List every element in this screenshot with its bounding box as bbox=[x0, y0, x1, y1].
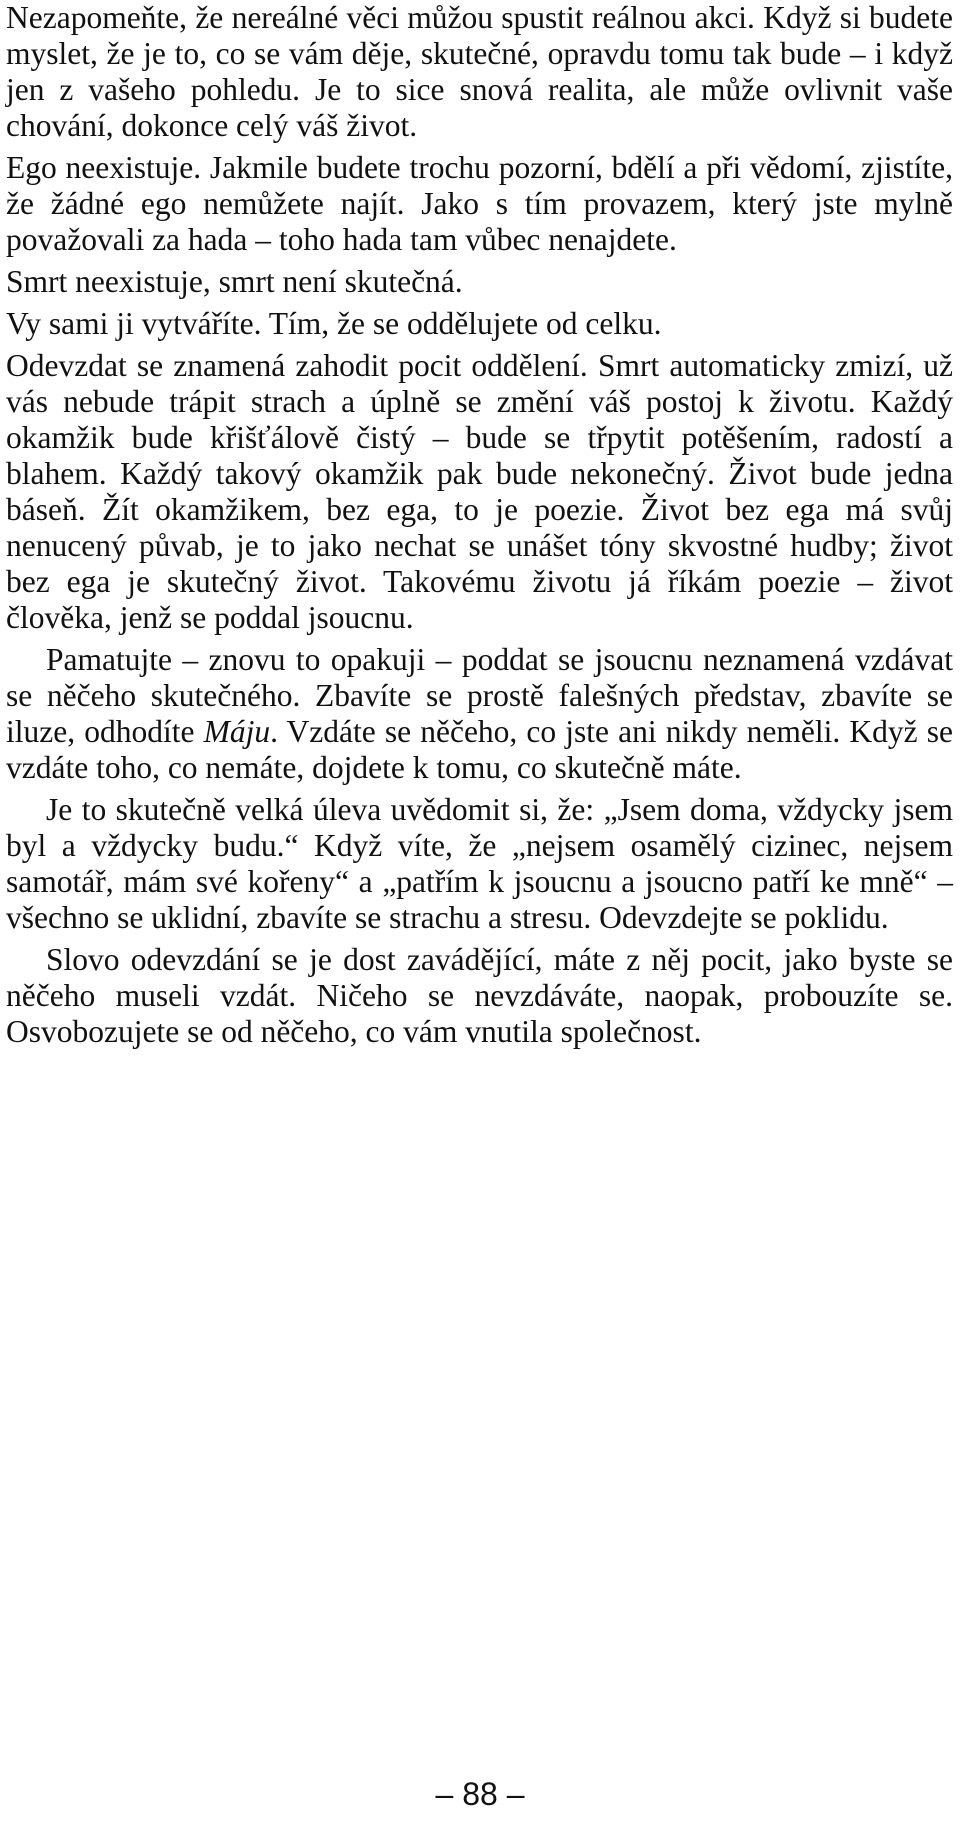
page-body bbox=[6, 0, 953, 1050]
paragraph-home: Je to skutečně velká úleva uvědomit si, že: „Jsem doma, vždycky jsem byl a vždycky budu.“ Když víte, že „nejsem osamělý cizinec, nejsem samotář, mám své kořeny“ a „patřím k jsoucnu a jsoucno patří ke mně“ – všechno se uklidní, zbavíte se strachu a stresu. Odevzdejte se poklidu. bbox=[6, 792, 953, 935]
paragraph-ego: Ego neexistuje. Jakmile budete trochu pozorní, bdělí a při vědomí, zjistíte, že žádné ego nemůžete najít. Jako s tím provazem, který jste mylně považovali za hada – toho hada tam vůbec nenajdete. bbox=[6, 150, 953, 257]
paragraph-maja-before: Pamatujte – znovu to opakuji – poddat se jsoucnu neznamená vzdávat se něčeho skutečného. Zbavíte se prostě falešných představ, zbavíte se iluze, odhodíte bbox=[6, 642, 953, 749]
paragraph-maja bbox=[6, 642, 953, 786]
maja-italic: Máju bbox=[203, 714, 271, 749]
paragraph-maja-after: . Vzdáte se něčeho, co jste ani nikdy neměli. Když se vzdáte toho, co nemáte, dojdete k tomu, co skutečně máte. bbox=[6, 714, 953, 785]
paragraph-separation: Vy sami ji vytváříte. Tím, že se oddělujete od celku. bbox=[6, 306, 662, 341]
page-number: – 88 – bbox=[435, 1776, 525, 1812]
paragraph-unreal-things: Nezapomeňte, že nereálné věci můžou spustit reálnou akci. Když si budete myslet, že je to, co se vám děje, skutečné, opravdu tomu tak bude – i když jen z vašeho pohledu. Je to sice snová realita, ale může ovlivnit vaše chování, dokonce celý váš život. bbox=[6, 0, 953, 143]
paragraph-death: Smrt neexistuje, smrt není skutečná. bbox=[6, 264, 463, 299]
paragraph-surrender-word: Slovo odevzdání se je dost zavádějící, máte z něj pocit, jako byste se něčeho museli vzdát. Ničeho se nevzdáváte, naopak, probouzíte se. Osvobozujete se od něčeho, co vám vnutila společnost. bbox=[6, 942, 953, 1049]
paragraph-surrender: Odevzdat se znamená zahodit pocit oddělení. Smrt automaticky zmizí, už vás nebude trápit strach a úplně se změní váš postoj k životu. Každý okamžik bude křišťálově čistý – bude se třpytit potěšením, radostí a blahem. Každý takový okamžik pak bude nekonečný. Život bude jedna báseň. Žít okamžikem, bez ega, to je poezie. Život bez ega má svůj nenucený půvab, je to jako nechat se unášet tóny skvostné hudby; život bez ega je skutečný život. Takovému životu já říkám poezie – život člověka, jenž se poddal jsoucnu. bbox=[6, 348, 953, 635]
